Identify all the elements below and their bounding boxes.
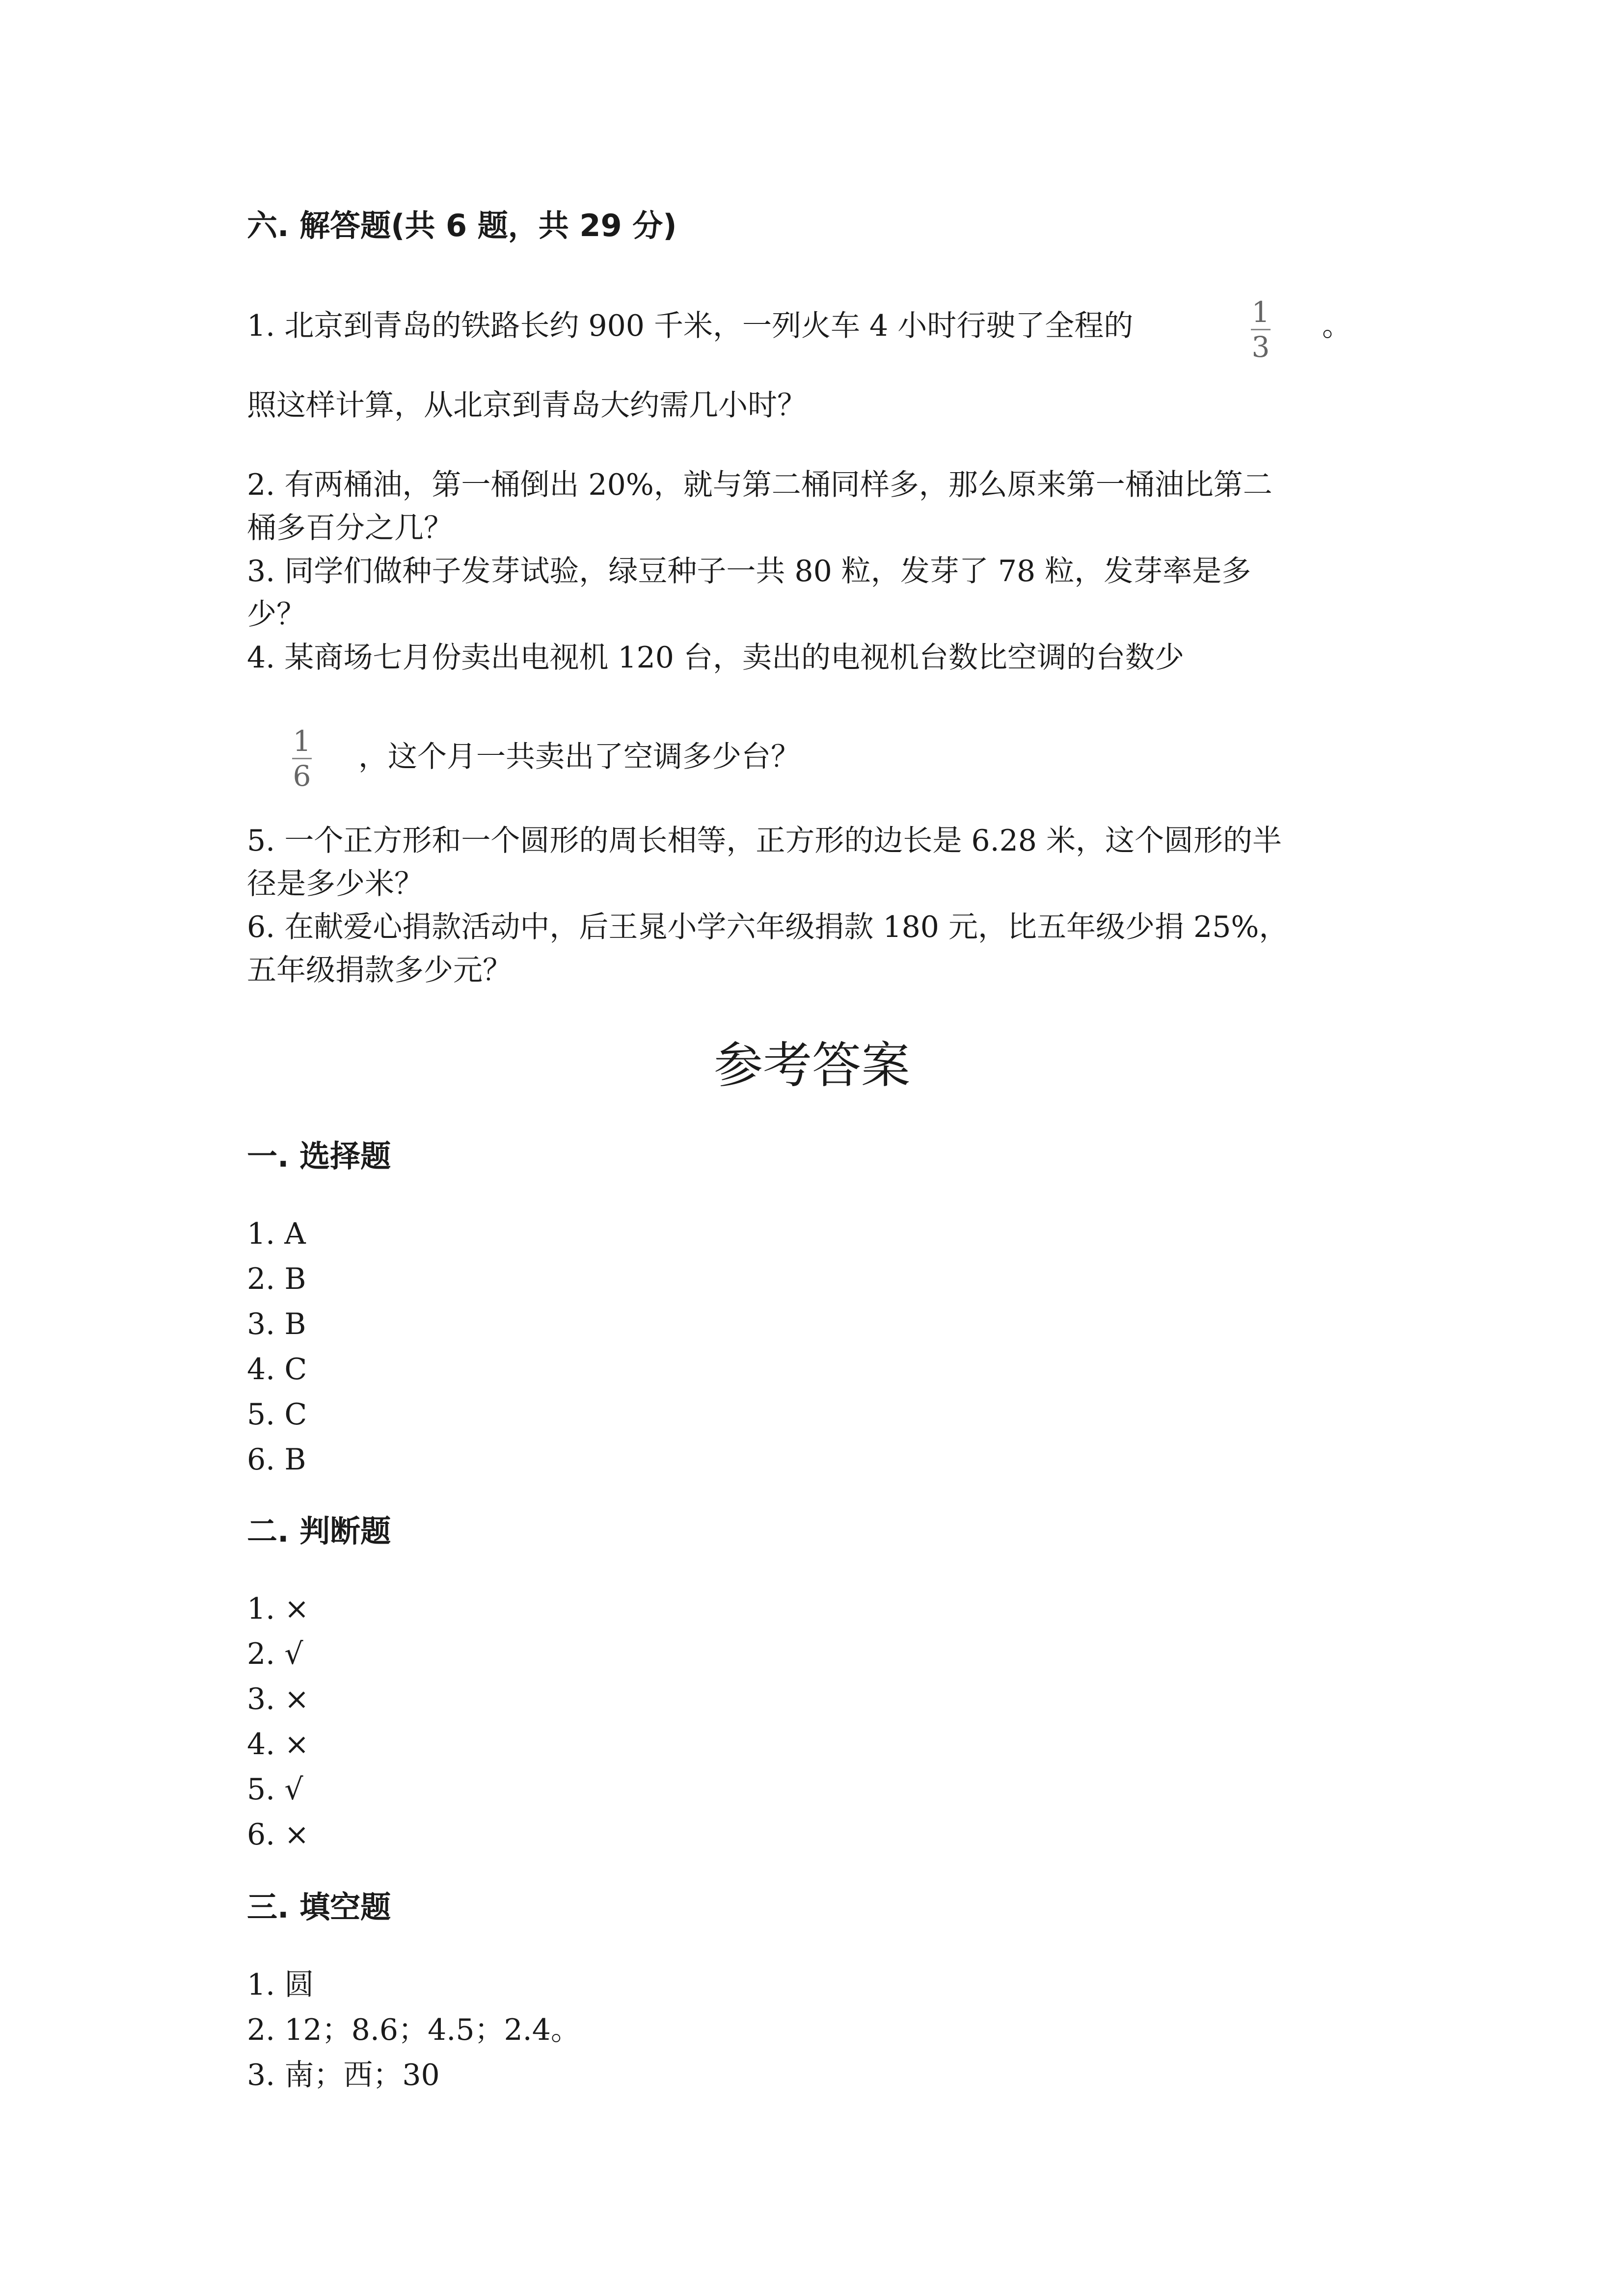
answers-part-2-list [247,1586,309,1857]
answers-part-3-heading: 三. 填空题 [247,1889,391,1925]
fraction-one-sixth [292,726,312,791]
answers-part-2-heading: 二. 判断题 [247,1513,391,1549]
question-2-line-2: 桶多百分之几？ [247,511,453,545]
answers-title: 参考答案 [714,1037,910,1094]
question-3-line-2: 少？ [247,597,306,632]
list-item: 2. B [247,1262,306,1296]
fraction-numerator: 1 [293,724,311,758]
list-item: 5. √ [247,1772,303,1807]
list-item: 3. B [247,1307,306,1341]
list-item: 6. B [247,1442,306,1477]
question-5-line-2: 径是多少米？ [247,867,424,901]
question-1-line-2: 照这样计算，从北京到青岛大约需几小时？ [247,388,807,423]
answers-part-1-list [247,1211,307,1482]
question-4-line-1: 4. 某商场七月份卖出电视机 120 台，卖出的电视机台数比空调的台数少 [247,641,1184,675]
list-item: 4. × [247,1727,309,1762]
list-item: 1. 圆 [247,1968,314,2002]
question-6-line-1: 6. 在献爱心捐款活动中，后王晁小学六年级捐款 180 元，比五年级少捐 25%， [247,910,1289,944]
list-item: 1. A [247,1217,306,1251]
question-2-line-1: 2. 有两桶油，第一桶倒出 20%，就与第二桶同样多，那么原来第一桶油比第二 [247,468,1272,502]
list-item: 2. √ [247,1637,303,1671]
section-heading: 六. 解答题(共 6 题，共 29 分) [247,208,677,243]
question-1-line-1: 1. 北京到青岛的铁路长约 900 千米，一列火车 4 小时行驶了全程的 [247,309,1134,343]
question-3-line-1: 3. 同学们做种子发芽试验，绿豆种子一共 80 粒，发芽了 78 粒，发芽率是多 [247,554,1251,588]
list-item: 4. C [247,1352,307,1387]
list-item: 6. × [247,1817,309,1852]
fraction-denominator: 3 [1251,330,1270,364]
answers-part-1-heading: 一. 选择题 [247,1138,391,1174]
answers-part-3-list [247,1962,580,2098]
question-1-suffix: 。 [1322,309,1352,343]
list-item: 2. 12；8.6；4.5；2.4。 [247,2013,580,2047]
question-5-line-1: 5. 一个正方形和一个圆形的周长相等，正方形的边长是 6.28 米，这个圆形的半 [247,824,1282,858]
question-6-line-2: 五年级捐款多少元？ [247,953,512,988]
fraction-denominator: 6 [293,759,311,793]
fraction-one-third [1251,297,1271,362]
list-item: 1. × [247,1592,309,1626]
question-4-line-2: ，这个月一共卖出了空调多少台？ [358,740,800,774]
list-item: 3. × [247,1682,309,1716]
list-item: 3. 南；西；30 [247,2058,440,2092]
fraction-numerator: 1 [1251,295,1270,329]
list-item: 5. C [247,1397,307,1432]
